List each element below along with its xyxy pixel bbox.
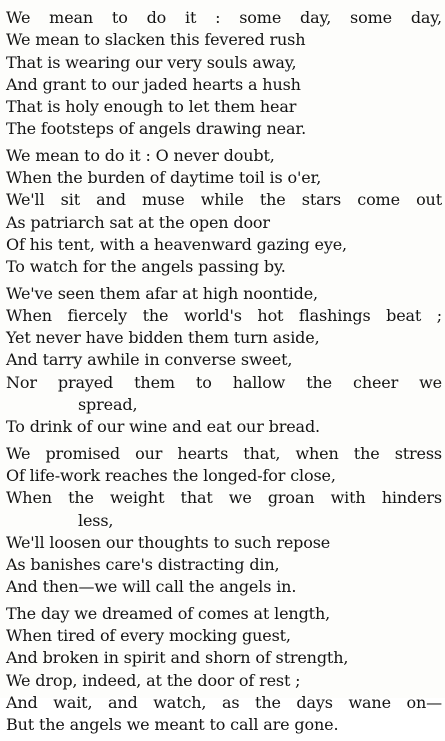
stanza-2 xyxy=(6,145,442,279)
stanza-1 xyxy=(6,7,442,141)
poem-line: We mean to slacken this fevered rush xyxy=(6,30,306,50)
poem-line: We'll sit and muse while the stars come out xyxy=(6,190,442,210)
poem-line: Yet never have bidden them turn aside, xyxy=(6,328,320,348)
poem-line: And grant to our jaded hearts a hush xyxy=(6,74,301,94)
poem-line: We mean to do it : some day, some day, xyxy=(6,8,442,27)
poem-line: Of his tent, with a heavenward gazing eye, xyxy=(6,234,347,254)
poem-line: To watch for the angels passing by. xyxy=(6,257,286,277)
poem-line: That is holy enough to let them hear xyxy=(6,97,297,117)
poem-line: We mean to do it : O never doubt, xyxy=(6,145,275,165)
poem-line: We promised our hearts that, when the stress xyxy=(6,443,442,463)
poem-line-continuation: spread, xyxy=(78,395,138,415)
poem-line-continuation: less, xyxy=(78,510,114,530)
poem-line: When the weight that we groan with hinders xyxy=(6,488,442,508)
poem-line: We drop, indeed, at the door of rest ; xyxy=(6,670,301,690)
poem-line: That is wearing our very souls away, xyxy=(6,52,297,72)
poem-line: The footsteps of angels drawing near. xyxy=(6,119,307,139)
poem-line: And wait, and watch, as the days wane on— xyxy=(6,692,442,712)
poem-line: Of life-work reaches the longed-for close, xyxy=(6,465,336,485)
poem-line: Nor prayed them to hallow the cheer we xyxy=(6,372,442,392)
poem-line: And broken in spirit and shorn of strength, xyxy=(6,648,349,668)
poem-line: As patriarch sat at the open door xyxy=(6,212,270,232)
poem-line: We'll loosen our thoughts to such repose xyxy=(6,532,331,552)
poem-line: The day we dreamed of comes at length, xyxy=(6,603,331,623)
poem-line: When fiercely the world's hot flashings beat ; xyxy=(6,305,442,325)
poem-line: As banishes care's distracting din, xyxy=(6,555,280,575)
poem-line: And then—we will call the angels in. xyxy=(6,577,297,597)
poem-line: We've seen them afar at high noontide, xyxy=(6,283,318,303)
poem-line: But the angels we meant to call are gone. xyxy=(6,715,339,735)
poem-line: To drink of our wine and eat our bread. xyxy=(6,417,320,437)
stanza-5 xyxy=(6,603,442,737)
poem-line: When tired of every mocking guest, xyxy=(6,626,291,646)
stanza-4 xyxy=(6,443,442,599)
poem xyxy=(6,7,442,741)
poem-line: When the burden of daytime toil is o'er, xyxy=(6,168,322,188)
poem-line: And tarry awhile in converse sweet, xyxy=(6,350,293,370)
stanza-3 xyxy=(6,283,442,439)
